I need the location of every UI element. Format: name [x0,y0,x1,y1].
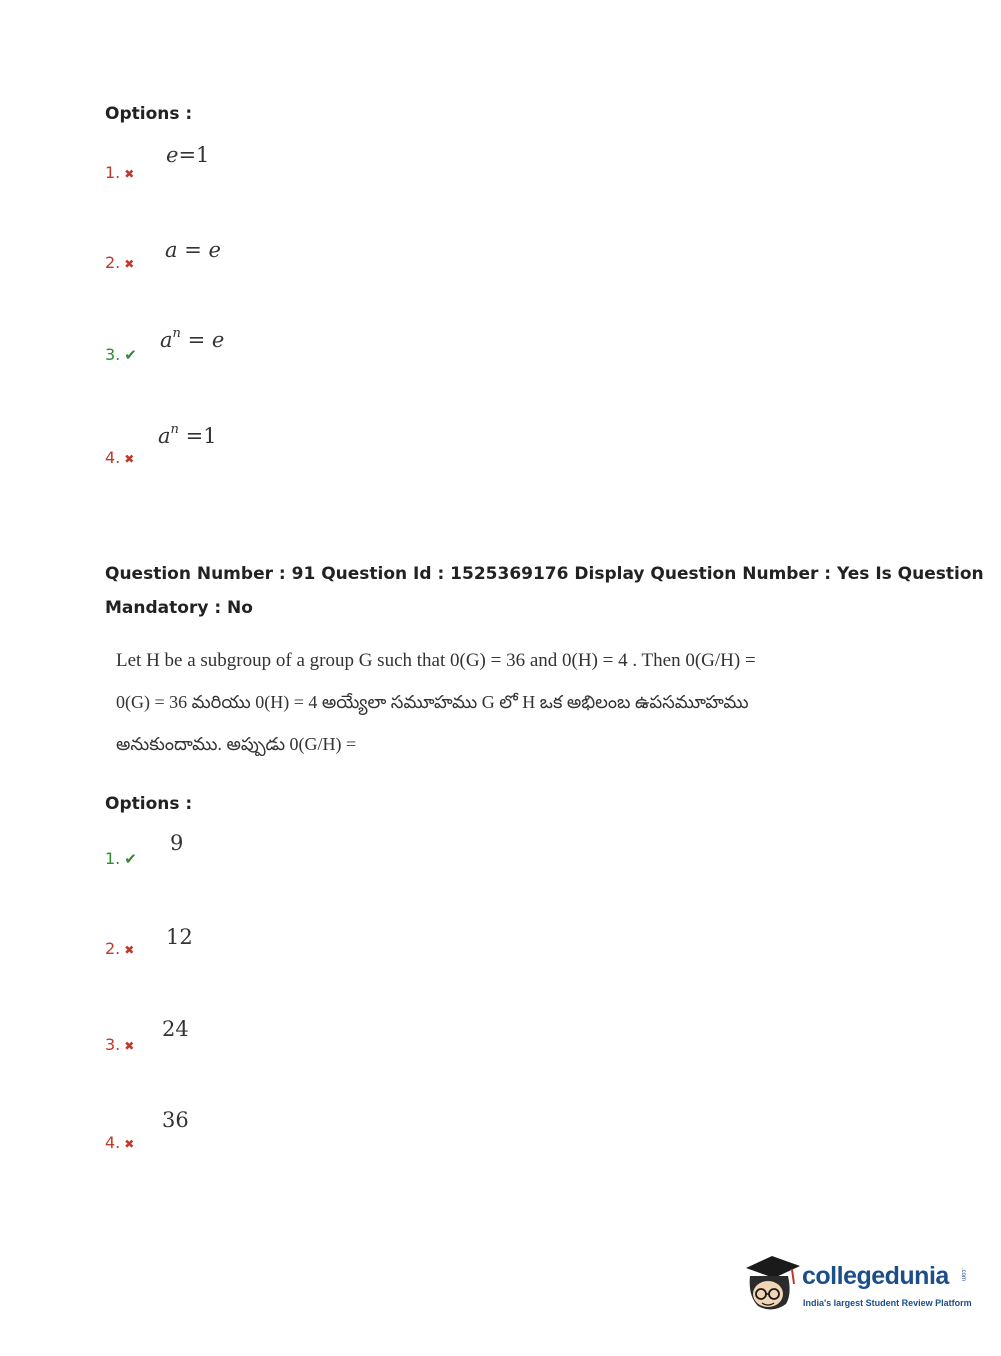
question-text-telugu-line-2: అనుకుందాము. అప్పుడు 0(G/H) = [116,734,357,754]
checkmark-icon: ✔ [124,850,137,868]
q91-option-1-value: 9 [170,831,184,855]
wrong-icon: ✖ [124,1039,135,1053]
question-header-line-1: Question Number : 91 Question Id : 1525369176 Display Question Number : Yes Is Question [105,564,984,584]
logo-wordmark: collegedunia [802,1262,949,1290]
collegedunia-logo [742,1250,982,1320]
q91-option-3-number: 3. ✖ [105,1035,135,1054]
q90-option-4-expression: $a^n =1$ [158,422,217,448]
q90-option-4-number: 4. ✖ [105,448,135,467]
logo-com-suffix: .com [960,1268,966,1282]
question-text-telugu-line-1: 0(G) = 36 మరియు 0(H) = 4 అయ్యేలా సమూహము G లో H ఒక అభిలంబ ఉపసమూహము [116,692,749,712]
wrong-icon: ✖ [124,1137,135,1151]
q90-option-3-number: 3. ✔ [105,345,137,364]
wrong-icon: ✖ [124,167,135,181]
wrong-icon: ✖ [124,452,135,466]
question-header-line-2: Mandatory : No [105,598,253,618]
q91-option-3-value: 24 [162,1017,189,1041]
q90-option-1-number: 1. ✖ [105,163,135,182]
mascot-icon [742,1250,804,1316]
q90-option-2-expression: a = e [165,238,221,262]
wrong-icon: ✖ [124,943,135,957]
q91-option-1-number: 1. ✔ [105,849,137,868]
q90-option-1-expression: e=1 [166,143,210,167]
q91-option-4-number: 4. ✖ [105,1133,135,1152]
q90-option-2-number: 2. ✖ [105,253,135,272]
q91-option-4-value: 36 [162,1108,189,1132]
q91-option-2-number: 2. ✖ [105,939,135,958]
checkmark-icon: ✔ [124,346,137,364]
options-label-q91: Options : [105,794,193,814]
options-label-q90: Options : [105,104,193,124]
question-text-english: Let H be a subgroup of a group G such that 0(G) = 36 and 0(H) = 4 . Then 0(G/H) = [116,650,756,671]
q91-option-2-value: 12 [166,925,193,949]
logo-tagline: India's largest Student Review Platform [803,1298,972,1308]
wrong-icon: ✖ [124,257,135,271]
q90-option-3-expression: $a^n = e$ [160,326,225,352]
